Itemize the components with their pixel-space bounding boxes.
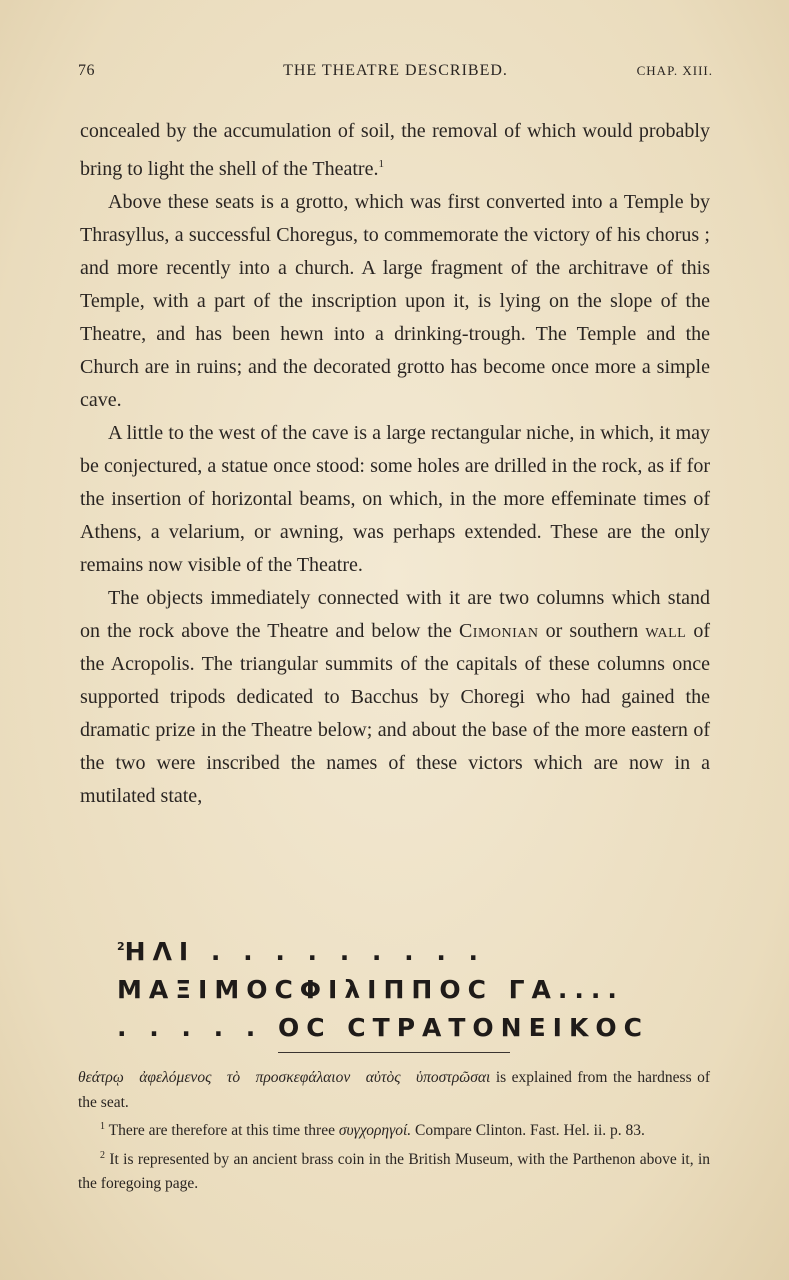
paragraph-1: concealed by the accumulation of soil, the removal of which would probably bring to light the shell of the Theatre.$^1$ [80,120,710,180]
page-number: 76 [78,62,95,79]
running-title: THE THEATRE DESCRIBED. [283,62,508,79]
paragraph-2: Above these seats is a grotto, which was first converted into a Temple by Thrasyllus, a successful Choregus, to commemorate the victory of his chorus ; and more recently into a church. A large fragment of the architrave of this Temple, with a part of the inscription upon it, is lying on the slope of the Theatre, and has been hewn into a drinking-trough. The Temple and the Church are in ruins; and the decorated grotto has become once more a simple cave. [80,191,710,411]
footnote-2: $^2$ It is represented by an ancient brass coin in the British Museum, with the Parthenon above it, in the foregoing page. [78,1149,710,1192]
footnote-ref-1: 1 [378,158,384,170]
chapter-label: CHAP. XIII. [636,63,713,78]
inscription-line-1: $^2$ΗΛΙ . . . . . . . . . [117,937,486,966]
running-header [78,62,713,86]
paragraph-4: The objects immediately connected with it are two columns which stand on the rock above the Theatre and below the Cimonian or southern wall of the Acropolis. The triangular summits of the capitals of these columns once supported tripods dedicated to Bacchus by Choregi who had gained the dramatic prize in the Theatre below; and about the base of the more eastern of the two were inscribed the names of these victors which are now in a mutilated state, [80,587,711,807]
main-text [80,115,710,813]
footnote-continuation: θεάτρῳ ἀφελόμενος τὸ προσκεφάλαιον αὐτὸς ὑποστρῶσαι is explained from the hardness of the seat. [78,1069,710,1111]
footnote-ref-2: 2 [117,940,125,953]
cimonian-term: Cimonian [458,620,539,642]
paragraph-3: A little to the west of the cave is a large rectangular niche, in which, it may be conjectured, a statue once stood: some holes are drilled in the rock, as if for the insertion of horizontal beams, on which, in the more effeminate times of Athens, a velarium, or awning, was perhaps extended. These are the only remains now visible of the Theatre. [80,422,710,576]
footnotes [78,1066,710,1197]
greek-inscription [117,928,717,1047]
greek-quote: θεάτρῳ ἀφελόμενος τὸ προσκεφάλαιον αὐτὸς ὑποστρῶσαι [78,1069,491,1086]
inscription-line-3: . . . . . ΟϹ ϹΤΡΑΤΟΝΕΙΚΟϹ [117,1013,649,1042]
inscription-line-2: ΜΑΞΙΜΟϹΦΙλΙΠΠΟϹ ΓΑ.... [117,975,624,1004]
wall-term: wall [645,620,687,642]
footnote-divider [278,1052,510,1053]
footnote-1: $^1$ There are therefore at this time three συγχορηγοί. Compare Clinton. Fast. Hel. ii. p. 83. [100,1121,645,1139]
